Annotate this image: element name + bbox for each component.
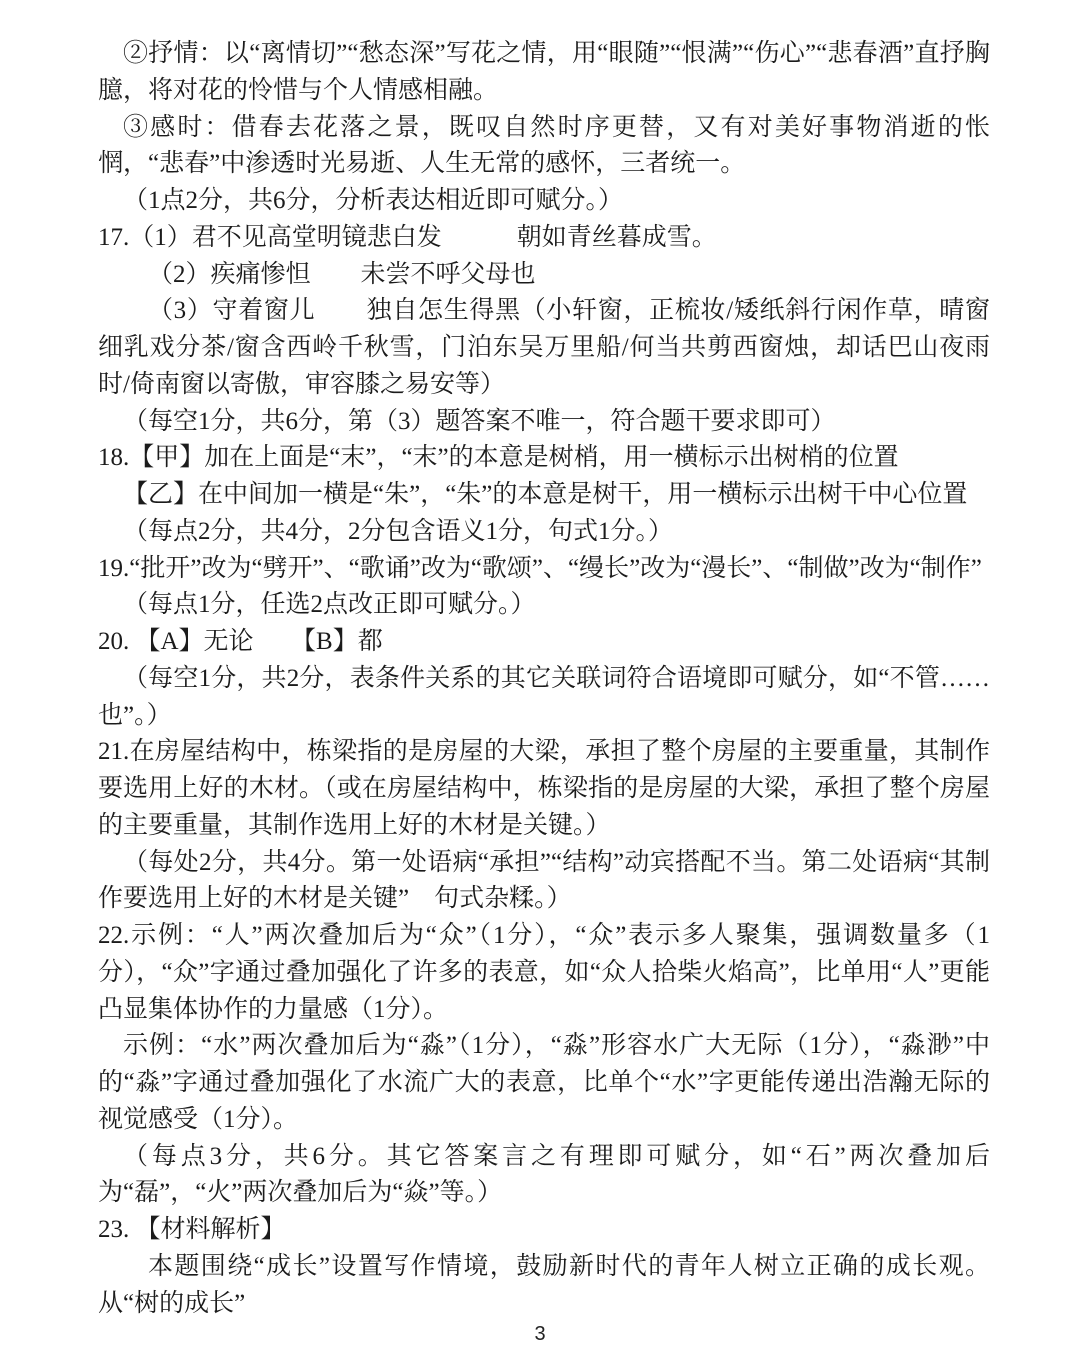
answer-paragraph: 21.在房屋结构中，栋梁指的是房屋的大梁，承担了整个房屋的主要重量，其制作要选用上好的木材。（或在房屋结构中，栋梁指的是房屋的大梁，承担了整个房屋的主要重量，其制作选用上好的木材是关键。） [98, 738, 990, 839]
answer-paragraph: 示例：“水”两次叠加后为“淼”（1分），“淼”形容水广大无际（1分），“淼渺”中的“淼”字通过叠加强化了水流广大的表意，比单个“水”字更能传递出浩瀚无际的视觉感受（1分）。 [98, 1032, 990, 1133]
answer-paragraph: 20. 【A】无论 【B】都 [98, 628, 383, 655]
answer-paragraph: （2）疾痛惨怛 未尝不呼父母也 [148, 260, 536, 288]
answer-paragraph: （每处2分，共4分。第一处语病“承担”“结构”动宾搭配不当。第二处语病“其制作要选用上好的木材是关键” 句式杂糅。） [98, 848, 990, 913]
page-footer [0, 1323, 1080, 1346]
answer-paragraph: （每点3分，共6分。其它答案言之有理即可赋分，如“石”两次叠加后为“磊”，“火”两次叠加后为“焱”等。） [98, 1142, 990, 1207]
page-number: 3 [534, 1323, 546, 1345]
answer-paragraph: 23. 【材料解析】 [98, 1216, 286, 1243]
answer-paragraph: （每点2分，共4分，2分包含语义1分，句式1分。） [123, 517, 674, 545]
answer-paragraph: 22.示例：“人”两次叠加后为“众”（1分），“众”表示多人聚集，强调数量多（1分），“众”字通过叠加强化了许多的表意，如“众人拾柴火焰高”，比单用“人”更能凸显集体协作的力量感（1分）。 [98, 922, 990, 1023]
answer-paragraph: 本题围绕“成长”设置写作情境，鼓励新时代的青年人树立正确的成长观。从“树的成长” [98, 1252, 990, 1317]
answer-paragraph: 【乙】在中间加一横是“朱”，“朱”的本意是树干，用一横标示出树干中心位置 [123, 481, 968, 508]
answer-paragraph: 19.“批开”改为“劈开”、“歌诵”改为“歌颂”、“缦长”改为“漫长”、“制做”改为“制作” [98, 554, 982, 582]
answer-paragraph: 18.【甲】加在上面是“末”，“末”的本意是树梢，用一横标示出树梢的位置 [98, 444, 899, 472]
answer-paragraph: （每点1分，任选2点改正即可赋分。） [123, 591, 536, 619]
answer-paragraph: （每空1分，共6分，第（3）题答案不唯一，符合题干要求即可） [123, 407, 836, 435]
answer-paragraph: ③感时：借春去花落之景，既叹自然时序更替，又有对美好事物消逝的怅惘，“悲春”中渗透时光易逝、人生无常的感怀，三者统一。 [98, 113, 990, 178]
answer-paragraph: （每空1分，共2分，表条件关系的其它关联词符合语境即可赋分，如“不管……也”。） [98, 664, 990, 729]
answer-paragraph: （3）守着窗儿 独自怎生得黑（小轩窗，正梳妆/矮纸斜行闲作草，晴窗细乳戏分茶/窗含西岭千秋雪，门泊东吴万里船/何当共剪西窗烛，却话巴山夜雨时/倚南窗以寄傲，审容膝之易安等） [98, 297, 990, 398]
answer-paragraph: 17.（1）君不见高堂明镜悲白发 朝如青丝暮成雪。 [98, 223, 717, 251]
answer-paragraph: ②抒情：以“离情切”“愁态深”写花之情，用“眼随”“恨满”“伤心”“悲春酒”直抒胸臆，将对花的怜惜与个人情感相融。 [98, 40, 990, 104]
answer-paragraph: （1点2分，共6分，分析表达相近即可赋分。） [123, 187, 624, 214]
